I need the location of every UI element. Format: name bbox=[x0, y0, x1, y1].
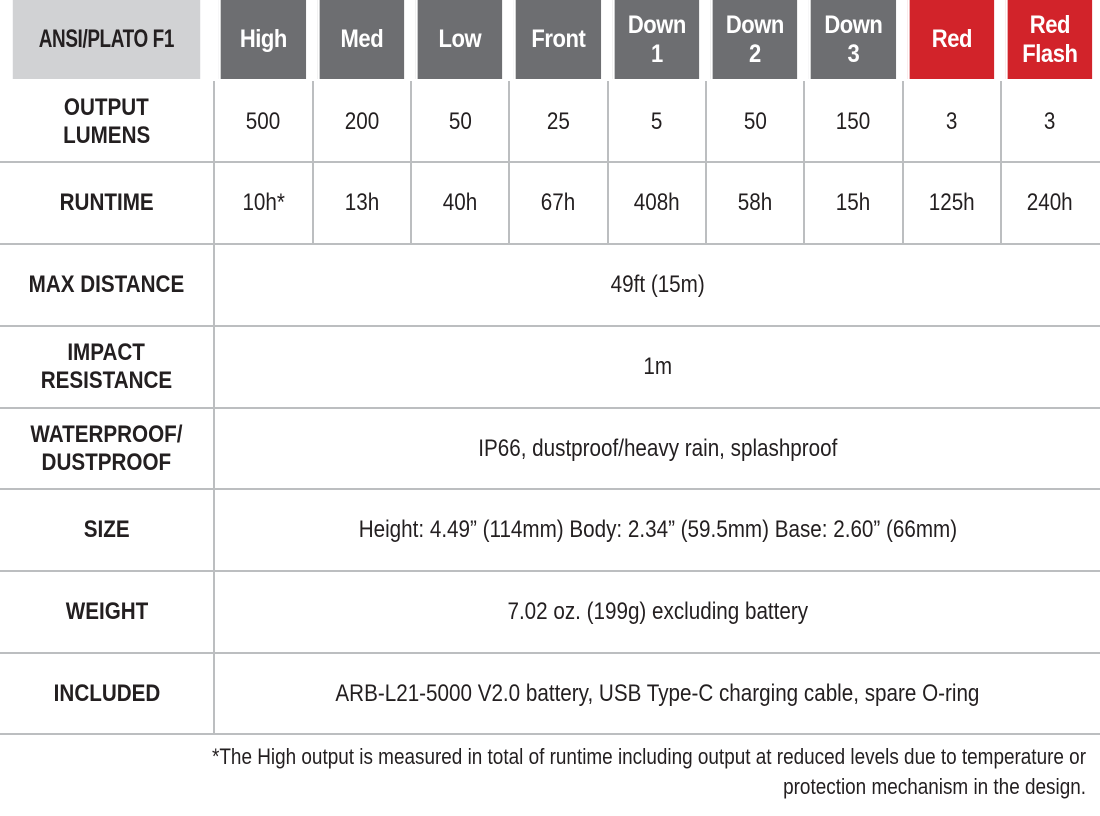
value-text: 125h bbox=[929, 189, 975, 216]
row-label-line2: LUMENS bbox=[62, 121, 151, 149]
cell-value bbox=[902, 81, 1000, 162]
cell-value-merged bbox=[213, 572, 1100, 652]
mode-label: Low bbox=[438, 25, 482, 53]
row-weight bbox=[0, 572, 1100, 652]
row-label-line1: INCLUDED bbox=[53, 679, 160, 707]
header-mode-front bbox=[514, 0, 601, 79]
value-text: ARB-L21-5000 V2.0 battery, USB Type-C charging cable, spare O-ring bbox=[335, 679, 980, 707]
value-text: 3 bbox=[946, 107, 958, 135]
row-label-line1: SIZE bbox=[83, 516, 130, 543]
value-text: 7.02 oz. (199g) excluding battery bbox=[507, 598, 808, 625]
row-label-line1: WEIGHT bbox=[65, 598, 148, 625]
row-label bbox=[0, 572, 213, 652]
header-mode-red bbox=[908, 0, 994, 79]
cell-value-merged bbox=[213, 409, 1100, 488]
cell-value bbox=[803, 163, 902, 243]
header-mode-high bbox=[219, 0, 306, 79]
divider bbox=[0, 733, 1100, 735]
mode-label: Down bbox=[824, 10, 883, 39]
cell-value bbox=[410, 163, 508, 243]
cell-value bbox=[1000, 81, 1098, 162]
header-mode-down1 bbox=[613, 0, 699, 79]
value-text: 15h bbox=[836, 189, 871, 216]
cell-value bbox=[705, 81, 803, 162]
row-label-line1: OUTPUT bbox=[64, 93, 149, 121]
row-label bbox=[0, 163, 213, 243]
mode-label: Med bbox=[340, 25, 384, 53]
row-max-distance bbox=[0, 245, 1100, 325]
cell-value bbox=[312, 81, 410, 162]
cell-value bbox=[508, 163, 607, 243]
cell-value bbox=[705, 163, 803, 243]
value-text: 50 bbox=[448, 107, 472, 135]
cell-value bbox=[213, 81, 312, 162]
header-mode-down3 bbox=[809, 0, 896, 79]
row-runtime bbox=[0, 163, 1100, 243]
footnote-line2: protection mechanism in the design. bbox=[783, 774, 1086, 799]
row-size bbox=[0, 490, 1100, 570]
value-text: 13h bbox=[344, 189, 380, 216]
header-mode-low bbox=[416, 0, 502, 79]
row-label bbox=[0, 490, 213, 570]
mode-label-line2: Flash bbox=[1022, 39, 1078, 68]
mode-label: Front bbox=[531, 25, 586, 53]
value-text: 67h bbox=[541, 189, 576, 216]
row-label-line2: DUSTPROOF bbox=[41, 448, 172, 476]
cell-value-merged bbox=[213, 327, 1100, 407]
value-text: 5 bbox=[651, 107, 663, 135]
header-corner bbox=[13, 0, 200, 79]
header-row bbox=[0, 0, 1100, 79]
cell-value bbox=[1000, 163, 1098, 243]
mode-label-line2: 1 bbox=[650, 39, 663, 68]
header-mode-down2 bbox=[711, 0, 797, 79]
row-label bbox=[0, 409, 213, 488]
cell-value bbox=[410, 81, 508, 162]
header-mode-red-flash bbox=[1006, 0, 1092, 79]
mode-label: Down bbox=[627, 10, 686, 39]
row-label-line1: MAX DISTANCE bbox=[28, 271, 185, 298]
cell-value bbox=[508, 81, 607, 162]
value-text: Height: 4.49” (114mm) Body: 2.34” (59.5mm) Base: 2.60” (66mm) bbox=[358, 516, 957, 543]
corner-label: ANSI/PLATO F1 bbox=[38, 25, 175, 53]
row-included bbox=[0, 654, 1100, 733]
value-text: 40h bbox=[442, 189, 478, 216]
cell-value bbox=[213, 163, 312, 243]
value-text: 49ft (15m) bbox=[610, 271, 705, 298]
value-text: 1m bbox=[643, 353, 672, 380]
footnote-line1: *The High output is measured in total of runtime including output at reduced levels due to temperature or bbox=[212, 744, 1086, 769]
value-text: 200 bbox=[344, 107, 380, 135]
cell-value bbox=[607, 163, 705, 243]
value-text: 50 bbox=[743, 107, 767, 135]
value-text: 408h bbox=[634, 189, 680, 216]
cell-value-merged bbox=[213, 245, 1100, 325]
row-label bbox=[0, 81, 213, 162]
value-text: IP66, dustproof/heavy rain, splashproof bbox=[477, 434, 838, 462]
value-text: 3 bbox=[1044, 107, 1056, 135]
mode-label: Red bbox=[931, 25, 972, 53]
value-text: 150 bbox=[836, 107, 871, 135]
header-mode-med bbox=[318, 0, 404, 79]
mode-label: Down bbox=[725, 10, 784, 39]
row-label-line1: IMPACT bbox=[67, 339, 146, 366]
cell-value-merged bbox=[213, 490, 1100, 570]
row-label bbox=[0, 245, 213, 325]
row-label bbox=[0, 654, 213, 733]
cell-value-merged bbox=[213, 654, 1100, 733]
value-text: 10h* bbox=[242, 189, 285, 216]
footnote bbox=[26, 742, 1086, 802]
row-output-lumens bbox=[0, 81, 1100, 162]
row-label-line1: WATERPROOF/ bbox=[30, 420, 183, 448]
mode-label: Red bbox=[1029, 10, 1070, 39]
row-label-line2: RESISTANCE bbox=[40, 367, 173, 394]
row-label bbox=[0, 327, 213, 407]
value-text: 58h bbox=[737, 189, 773, 216]
mode-label-line2: 2 bbox=[748, 39, 761, 68]
row-impact-resistance bbox=[0, 327, 1100, 407]
cell-value bbox=[312, 163, 410, 243]
value-text: 500 bbox=[246, 107, 281, 135]
value-text: 25 bbox=[547, 107, 570, 135]
mode-label: High bbox=[239, 25, 287, 53]
row-waterproof bbox=[0, 409, 1100, 488]
value-text: 240h bbox=[1027, 189, 1073, 216]
mode-label-line2: 3 bbox=[847, 39, 860, 68]
row-label-line1: RUNTIME bbox=[59, 189, 154, 216]
cell-value bbox=[803, 81, 902, 162]
cell-value bbox=[902, 163, 1000, 243]
cell-value bbox=[607, 81, 705, 162]
